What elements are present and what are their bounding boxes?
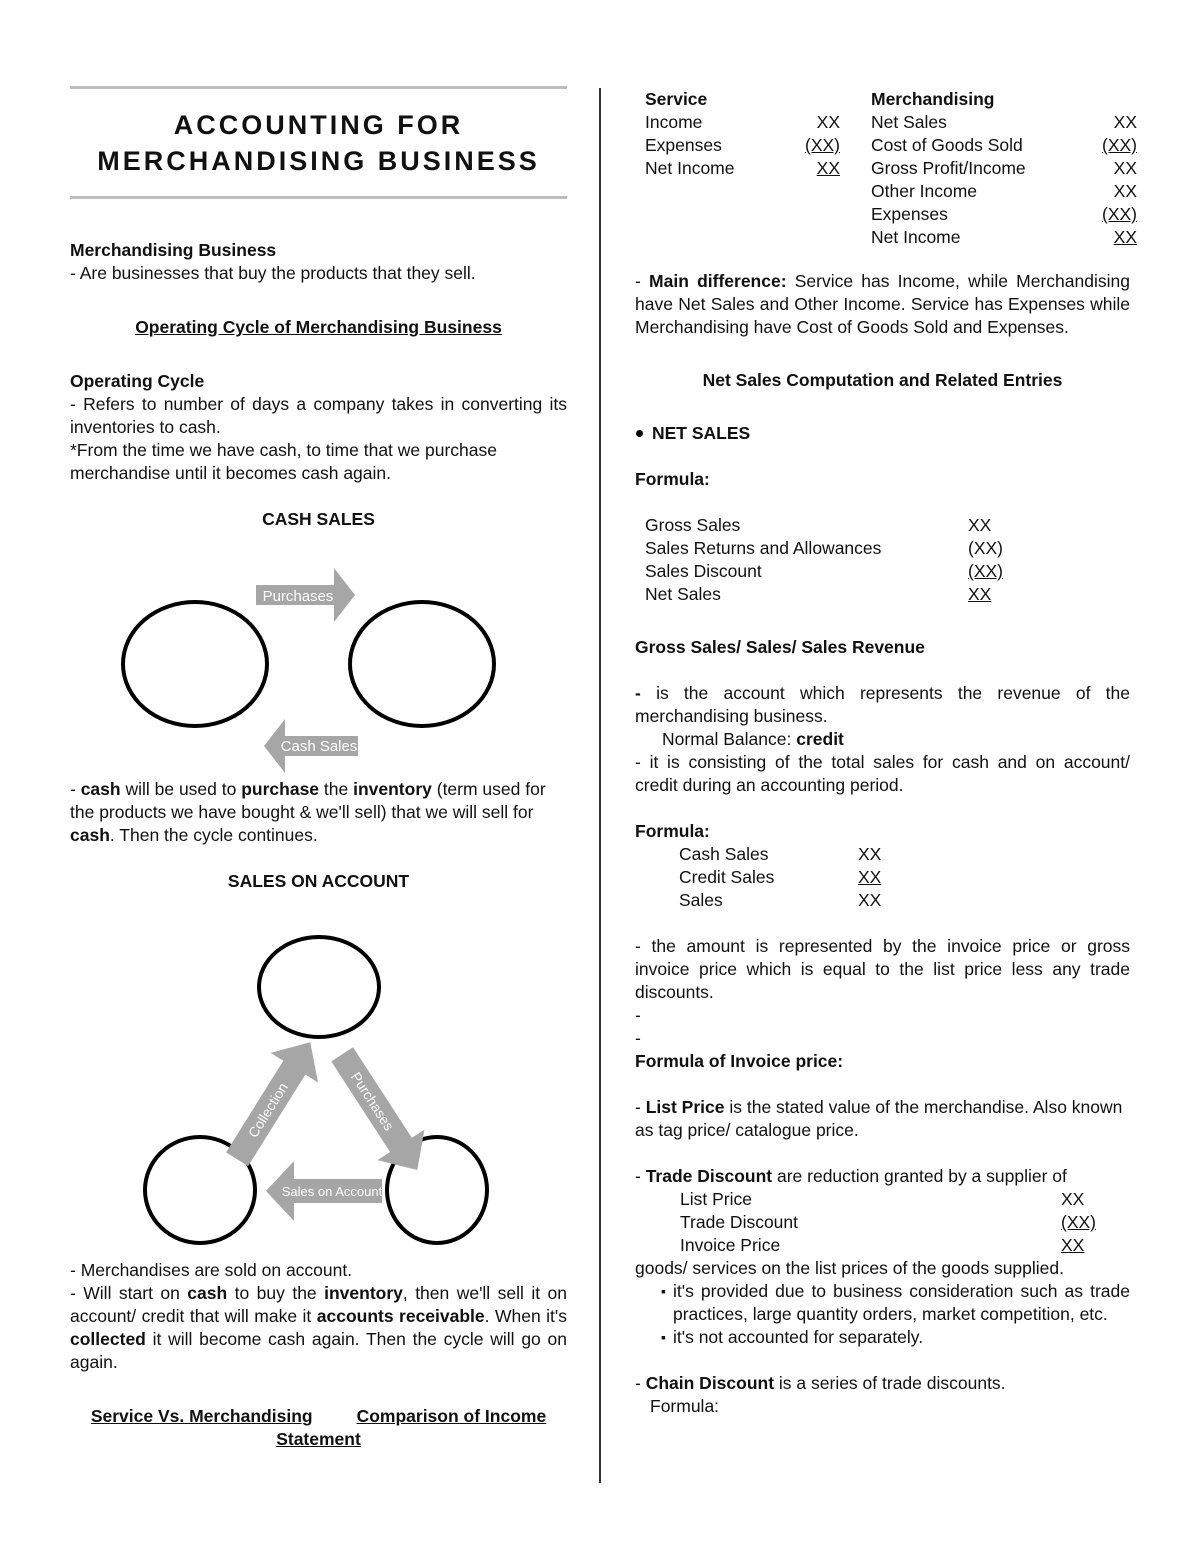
service-heading: Service bbox=[645, 89, 708, 109]
op-cycle-note: *From the time we have cash, to time that we purchase merchandise until it becomes cash again. bbox=[70, 440, 497, 483]
gross-sales-heading: Gross Sales/ Sales/ Sales Revenue bbox=[635, 637, 925, 657]
trade-discount-bullets bbox=[635, 1280, 1130, 1349]
formula-row bbox=[680, 1188, 1130, 1211]
row-label: Net Income bbox=[871, 227, 961, 247]
formula-value: XX bbox=[858, 844, 882, 864]
net-sales-bullet: NET SALES bbox=[635, 422, 1130, 445]
row-label: Expenses bbox=[871, 204, 948, 224]
row-value: (XX) bbox=[805, 135, 840, 155]
statement-row bbox=[871, 134, 1137, 157]
title-line-2: MERCHANDISING BUSINESS bbox=[97, 146, 540, 176]
formula-value: XX bbox=[1061, 1189, 1085, 1209]
formula-label: Formula: bbox=[635, 469, 710, 489]
merch-block bbox=[871, 88, 1137, 249]
row-label: Income bbox=[645, 112, 703, 132]
gross-sales-formula bbox=[635, 843, 1130, 912]
trade-discount-formula bbox=[635, 1188, 1130, 1257]
main-difference: - Main difference: Service has Income, while Merchandising have Net Sales and Other Income. Service has Expenses while Merchandising have Cost of Goods Sold and Expenses. bbox=[635, 271, 1130, 337]
formula-label: Sales bbox=[679, 890, 723, 910]
comparison-heading: Service Vs. Merchandising Comparison of Income bbox=[90, 1406, 547, 1426]
formula-row bbox=[680, 1211, 1130, 1234]
formula-value: (XX) bbox=[968, 538, 1003, 558]
soa-description-1: - Merchandises are sold on account. bbox=[70, 1260, 353, 1280]
formula-label: Credit Sales bbox=[679, 867, 775, 887]
formula-label: Net Sales bbox=[645, 584, 721, 604]
inventory-circle bbox=[350, 602, 494, 726]
cash-circle bbox=[259, 937, 379, 1037]
page-title bbox=[70, 107, 567, 179]
sales-on-account-arrow-label: Sales on Account bbox=[281, 1184, 383, 1199]
goods-line: goods/ services on the list prices of the goods supplied. bbox=[635, 1258, 1064, 1278]
cash-circle bbox=[123, 602, 267, 726]
formula-value: (XX) bbox=[1061, 1212, 1096, 1232]
service-block bbox=[645, 88, 840, 180]
collection-arrow bbox=[213, 1027, 334, 1174]
bullet-item: ▪ it's provided due to business consideration such as trade practices, large quantity orders, market competition, etc. bbox=[635, 1280, 1130, 1326]
row-label: Net Sales bbox=[871, 112, 947, 132]
sales-on-account-diagram bbox=[70, 893, 567, 1259]
row-value: XX bbox=[816, 112, 840, 132]
chain-discount-definition: - Chain Discount is a series of trade discounts. bbox=[635, 1373, 1006, 1393]
chain-formula-label: Formula: bbox=[650, 1396, 720, 1416]
statement-row bbox=[871, 203, 1137, 226]
formula-value: XX bbox=[858, 867, 882, 887]
net-sales-formula bbox=[635, 514, 1130, 606]
row-label: Net Income bbox=[645, 158, 735, 178]
dash-line-1: - bbox=[635, 1005, 641, 1025]
purchases-arrow bbox=[319, 1039, 441, 1185]
row-value: (XX) bbox=[1102, 204, 1137, 224]
formula-label: Sales Discount bbox=[645, 561, 762, 581]
formula-row bbox=[680, 1234, 1130, 1257]
formula-label: Invoice Price bbox=[680, 1235, 781, 1255]
cash-sales-heading: CASH SALES bbox=[262, 509, 375, 529]
formula-label: Cash Sales bbox=[679, 844, 769, 864]
row-label: Gross Profit/Income bbox=[871, 158, 1026, 178]
normal-balance: Normal Balance: credit bbox=[662, 729, 844, 749]
formula-label: Gross Sales bbox=[645, 515, 741, 535]
bullet-icon bbox=[636, 430, 643, 437]
row-value: (XX) bbox=[1102, 135, 1137, 155]
statement-row bbox=[645, 134, 840, 157]
cash-sales-arrow-label: Cash Sales bbox=[280, 738, 358, 755]
bullet-item: ▪ it's not accounted for separately. bbox=[635, 1326, 1130, 1349]
service-table bbox=[645, 111, 840, 180]
soa-description-2: - Will start on cash to buy the inventory, then we'll sell it on account/ credit that will make it accounts receivable. When it's collected it will become cash again. Then the cycle will go on again. bbox=[70, 1283, 568, 1372]
cash-sales-description: - cash will be used to purchase the inventory (term used for the products we have bought & we'll sell) that we will sell for cash. Then the cycle continues. bbox=[70, 779, 546, 845]
statement-row bbox=[871, 180, 1137, 203]
formula-row bbox=[645, 514, 1130, 537]
formula-row bbox=[679, 866, 1130, 889]
formula-value: XX bbox=[858, 890, 882, 910]
statement-row bbox=[645, 111, 840, 134]
formula-value: XX bbox=[968, 515, 992, 535]
income-statement-comparison bbox=[635, 86, 1137, 252]
purchases-arrow-label: Purchases bbox=[262, 588, 334, 605]
gross-sales-definition: - is the account which represents the revenue of the merchandising business. bbox=[635, 683, 1130, 726]
amount-description: - the amount is represented by the invoice price or gross invoice price which is equal to the list price less any trade discounts. bbox=[635, 936, 1130, 1002]
statement-row bbox=[871, 111, 1137, 134]
row-value: XX bbox=[1113, 112, 1137, 132]
net-sales-title: Net Sales Computation and Related Entries bbox=[702, 370, 1063, 390]
formula-row bbox=[645, 560, 1130, 583]
comparison-heading-2: Statement bbox=[276, 1429, 361, 1449]
op-cycle-definition: - Refers to number of days a company takes in converting its inventories to cash. bbox=[70, 394, 567, 437]
invoice-formula-heading: Formula of Invoice price: bbox=[635, 1051, 844, 1071]
purchases-arrow-label: Purchases bbox=[347, 1069, 398, 1134]
title-rule-top bbox=[70, 86, 567, 89]
formula-row bbox=[645, 583, 1130, 606]
row-label: Cost of Goods Sold bbox=[871, 135, 1023, 155]
merch-heading: Merchandising Business bbox=[70, 240, 277, 260]
merch-definition: - Are businesses that buy the products that they sell. bbox=[70, 263, 476, 283]
row-label: Expenses bbox=[645, 135, 722, 155]
row-value: XX bbox=[1113, 227, 1137, 247]
formula-value: XX bbox=[968, 584, 992, 604]
title-line-1: ACCOUNTING FOR bbox=[173, 110, 464, 140]
formula-label: Trade Discount bbox=[680, 1212, 799, 1232]
formula-row bbox=[679, 889, 1130, 912]
cash-sales-diagram bbox=[70, 531, 567, 778]
row-value: XX bbox=[1113, 158, 1137, 178]
list-price-definition: - List Price is the stated value of the merchandise. Also known as tag price/ catalogue price. bbox=[635, 1097, 1123, 1140]
op-cycle-title: Operating Cycle of Merchandising Business bbox=[135, 317, 502, 337]
formula-value: XX bbox=[1061, 1235, 1085, 1255]
statement-row bbox=[871, 226, 1137, 249]
soa-heading: SALES ON ACCOUNT bbox=[227, 871, 410, 891]
formula-row bbox=[645, 537, 1130, 560]
op-cycle-heading: Operating Cycle bbox=[70, 371, 205, 391]
formula-row bbox=[679, 843, 1130, 866]
trade-discount-definition: - Trade Discount are reduction granted by a supplier of bbox=[635, 1166, 1067, 1186]
formula-label: Sales Returns and Allowances bbox=[645, 538, 882, 558]
dash-line-2: - bbox=[635, 1028, 641, 1048]
column-divider bbox=[599, 88, 601, 1483]
formula-label: List Price bbox=[680, 1189, 752, 1209]
left-column bbox=[70, 86, 567, 1451]
statement-row bbox=[871, 157, 1137, 180]
row-label: Other Income bbox=[871, 181, 978, 201]
gross-sales-definition-2: - it is consisting of the total sales for cash and on account/ credit during an accounting period. bbox=[635, 752, 1130, 795]
row-value: XX bbox=[1113, 181, 1137, 201]
right-column bbox=[635, 86, 1137, 1418]
row-value: XX bbox=[816, 158, 840, 178]
statement-row bbox=[645, 157, 840, 180]
collection-arrow-label: Collection bbox=[244, 1079, 291, 1141]
merch-heading: Merchandising bbox=[871, 89, 995, 109]
merch-table bbox=[871, 111, 1137, 249]
formula-label-2: Formula: bbox=[635, 821, 710, 841]
formula-value: (XX) bbox=[968, 561, 1003, 581]
